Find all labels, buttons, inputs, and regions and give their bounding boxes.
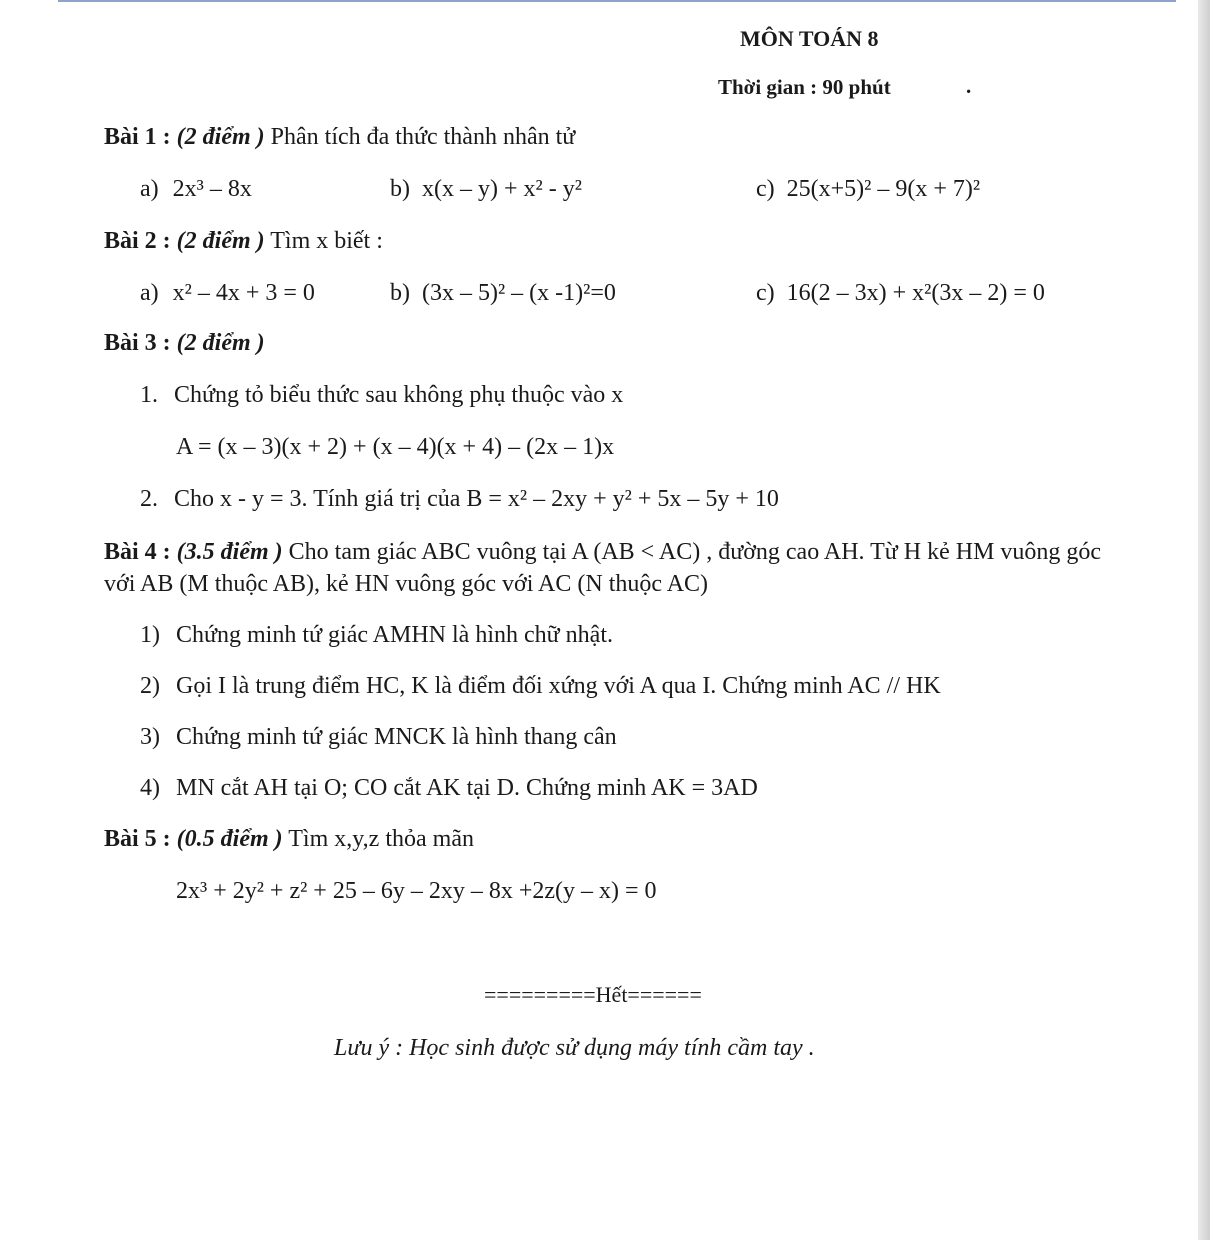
- bai1-task: Phân tích đa thức thành nhân tử: [270, 124, 576, 150]
- bai4-item-3: [140, 724, 617, 751]
- bai4-item-4: [140, 775, 758, 802]
- bai1-label: Bài 1 :: [104, 124, 171, 150]
- exam-duration: Thời gian : 90 phút: [718, 75, 891, 99]
- bai4-heading: [104, 536, 1114, 600]
- bai5-expr: 2x³ + 2y² + z² + 25 – 6y – 2xy – 8x +2z(y – x) = 0: [176, 878, 657, 904]
- bai1-c: [756, 176, 980, 203]
- bai2-heading: [104, 228, 383, 255]
- bai1-b-label: b): [390, 176, 410, 202]
- bai3-heading: [104, 330, 265, 357]
- bai2-c: [756, 280, 1045, 307]
- bai2-a: [140, 280, 315, 307]
- bai1-a-expr: 2x³ – 8x: [172, 176, 252, 202]
- bai2-b-label: b): [390, 280, 410, 306]
- bai3-item2-text: Cho x - y = 3. Tính giá trị của B = x² – 2xy + y² + 5x – 5y + 10: [174, 486, 779, 512]
- bai3-item1-expr: A = (x – 3)(x + 2) + (x – 4)(x + 4) – (2x – 1)x: [176, 434, 615, 460]
- bai4-item-num: 3): [140, 724, 160, 750]
- bai4-item-text: Chứng minh tứ giác MNCK là hình thang cân: [176, 724, 617, 750]
- bai4-task: Cho tam giác ABC vuông tại A (AB < AC) , đường cao AH. Từ H kẻ HM vuông góc với AB (M thuộc AB), kẻ HN vuông góc với AC (N thuộc AC): [104, 539, 1102, 597]
- bai4-label: Bài 4 :: [104, 539, 171, 565]
- bai3-item2-num: 2.: [140, 486, 158, 512]
- header-dot: .: [966, 74, 972, 98]
- bai1-heading: [104, 124, 575, 151]
- bai2-c-label: c): [756, 280, 775, 306]
- bai4-points: (3.5 điểm ): [176, 539, 283, 565]
- footer-note: Lưu ý : Học sinh được sử dụng máy tính cầm tay .: [334, 1035, 815, 1061]
- bai5-heading: [104, 826, 474, 853]
- bai4-item-num: 2): [140, 673, 160, 699]
- bai4-item-text: Gọi I là trung điểm HC, K là điểm đối xứng với A qua I. Chứng minh AC // HK: [176, 673, 941, 699]
- exam-title: MÔN TOÁN 8: [740, 26, 879, 51]
- bai5-task: Tìm x,y,z thỏa mãn: [288, 826, 474, 852]
- bai2-a-expr: x² – 4x + 3 = 0: [172, 280, 315, 306]
- bai4-item-num: 4): [140, 775, 160, 801]
- bai3-item1-text: Chứng tỏ biểu thức sau không phụ thuộc vào x: [174, 382, 624, 408]
- bai3-points: (2 điểm ): [176, 330, 265, 356]
- bai2-a-label: a): [140, 280, 159, 306]
- bai5-points: (0.5 điểm ): [176, 826, 283, 852]
- bai1-b-expr: x(x – y) + x² - y²: [422, 176, 582, 202]
- bai1-c-expr: 25(x+5)² – 9(x + 7)²: [786, 176, 981, 202]
- bai3-item1: [140, 382, 623, 409]
- top-rule: [58, 0, 1176, 2]
- bai2-task: Tìm x biết :: [270, 228, 383, 254]
- bai5-label: Bài 5 :: [104, 826, 171, 852]
- bai4-item-text: Chứng minh tứ giác AMHN là hình chữ nhật.: [176, 622, 613, 648]
- bai2-b: [390, 280, 616, 307]
- bai2-points: (2 điểm ): [176, 228, 265, 254]
- bai1-a: [140, 176, 252, 203]
- bai1-b: [390, 176, 582, 203]
- bai2-c-expr: 16(2 – 3x) + x²(3x – 2) = 0: [786, 280, 1045, 306]
- bai3-item2: [140, 486, 779, 513]
- bai4-item-2: [140, 673, 941, 700]
- bai3-item1-num: 1.: [140, 382, 158, 408]
- bai1-points: (2 điểm ): [176, 124, 265, 150]
- bai2-b-expr: (3x – 5)² – (x -1)²=0: [422, 280, 616, 306]
- bai4-item-1: [140, 622, 613, 649]
- bai1-a-label: a): [140, 176, 159, 202]
- bai2-label: Bài 2 :: [104, 228, 171, 254]
- bai4-item-num: 1): [140, 622, 160, 648]
- end-marker: =========Hết======: [484, 982, 702, 1007]
- bai1-c-label: c): [756, 176, 775, 202]
- bai4-item-text: MN cắt AH tại O; CO cắt AK tại D. Chứng minh AK = 3AD: [176, 775, 758, 801]
- page-edge-shadow: [1198, 0, 1210, 1240]
- bai3-label: Bài 3 :: [104, 330, 171, 356]
